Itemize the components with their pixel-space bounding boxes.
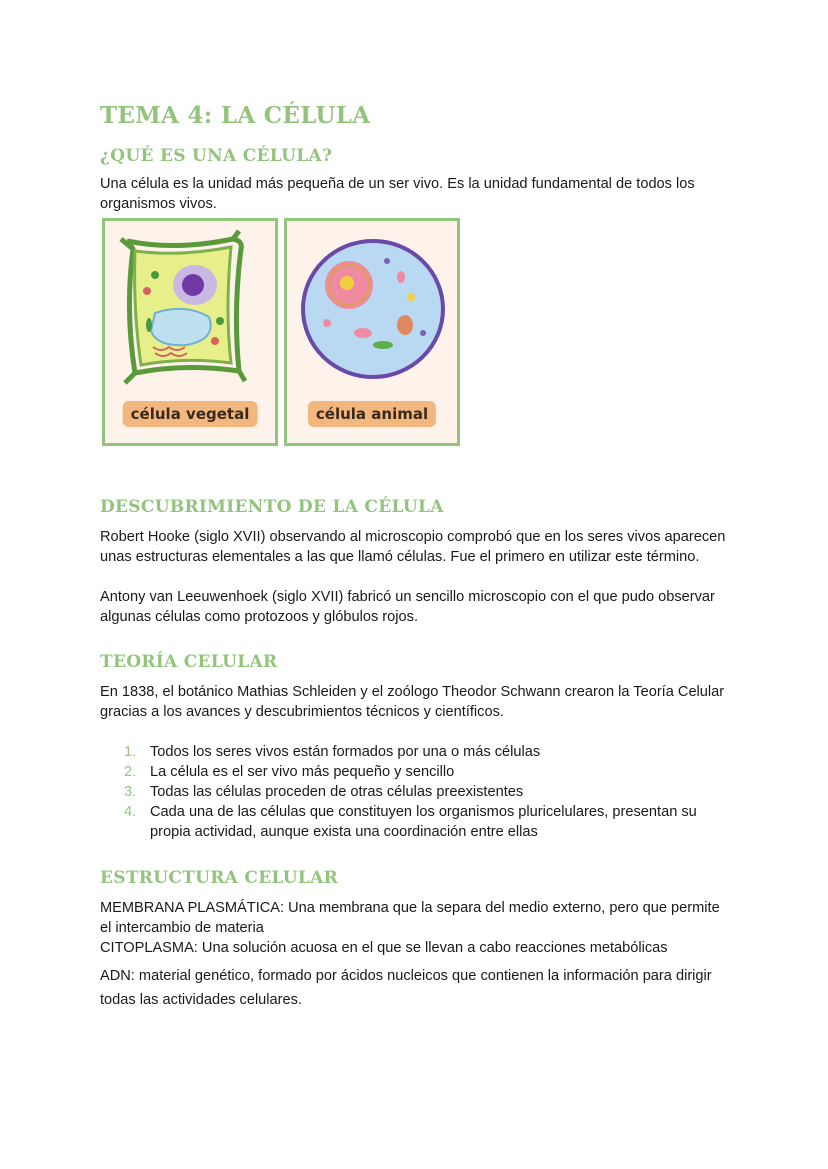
- animal-cell-panel: [284, 218, 460, 446]
- paragraph-citoplasma: CITOPLASMA: Una solución acuosa en el que se llevan a cabo reacciones metabólicas: [100, 940, 668, 956]
- paragraph-hooke: Robert Hooke (siglo XVII) observando al microscopio comprobó que en los seres vivos aparecen unas estructuras elementales a las que llamó células. Fue el primero en utilizar este término.: [100, 529, 726, 565]
- teoria-list: [100, 742, 700, 842]
- list-item: 4. Cada una de las células que constituyen los organismos pluricelulares, presentan su propia actividad, aunque exista una coordinación entre ellas: [124, 804, 697, 840]
- paragraph-leeuwenhoek: Antony van Leeuwenhoek (siglo XVII) fabricó un sencillo microscopio con el que pudo observar algunas células como protozoos y glóbulos rojos.: [100, 589, 715, 625]
- paragraph-teoria: En 1838, el botánico Mathias Schleiden y el zoólogo Theodor Schwann crearon la Teoría Celular gracias a los avances y descubrimientos técnicos y científicos.: [100, 684, 725, 720]
- paragraph-adn: ADN: material genético, formado por ácidos nucleicos que contienen la información para dirigir todas las actividades celulares.: [100, 968, 712, 1008]
- list-item: 2. La célula es el ser vivo más pequeño y sencillo: [124, 764, 455, 780]
- animal-cell-label: célula animal: [308, 401, 436, 427]
- heading-que-es: ¿QUÉ ES UNA CÉLULA?: [100, 146, 333, 166]
- paragraph-membrana: MEMBRANA PLASMÁTICA: Una membrana que la separa del medio externo, pero que permite el intercambio de materia: [100, 900, 720, 936]
- list-item: 3. Todas las células proceden de otras células preexistentes: [124, 784, 524, 800]
- heading-descubrimiento: DESCUBRIMIENTO DE LA CÉLULA: [100, 497, 444, 517]
- plant-cell-panel: [102, 218, 278, 446]
- plant-cell-label: célula vegetal: [123, 401, 258, 427]
- paragraph-que-es: Una célula es la unidad más pequeña de un ser vivo. Es la unidad fundamental de todos los organismos vivos.: [100, 176, 695, 212]
- list-item: 1. Todos los seres vivos están formados por una o más células: [124, 744, 541, 760]
- cell-figure: [102, 218, 480, 446]
- heading-estructura: ESTRUCTURA CELULAR: [100, 868, 339, 888]
- heading-teoria: TEORÍA CELULAR: [100, 652, 278, 672]
- page-title: TEMA 4: LA CÉLULA: [100, 102, 371, 129]
